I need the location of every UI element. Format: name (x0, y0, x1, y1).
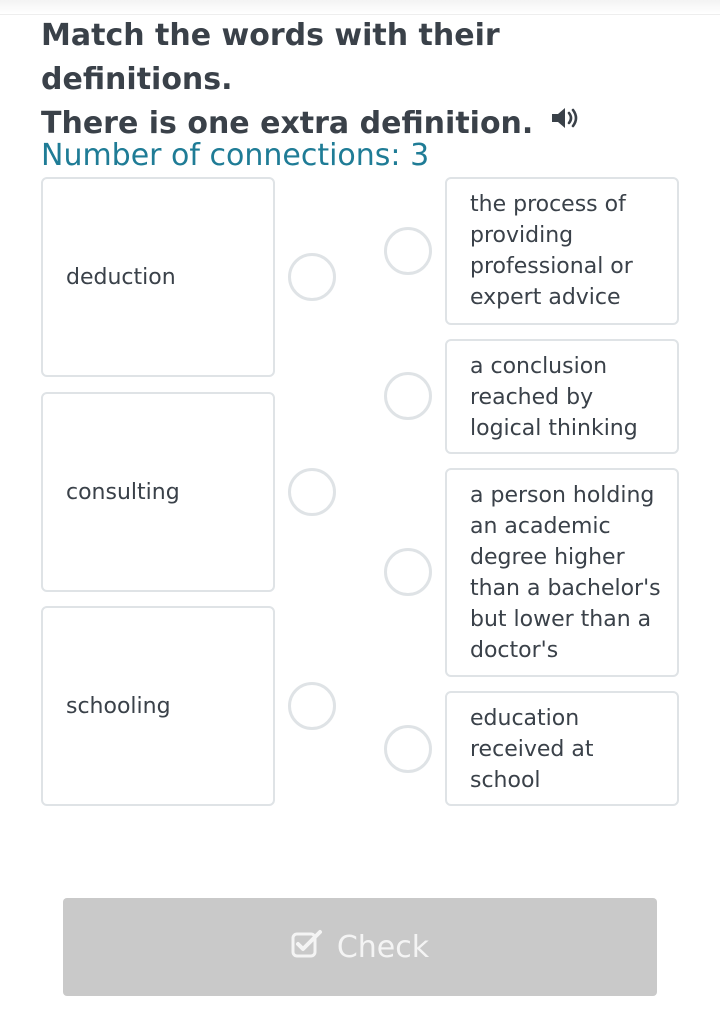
checkbox-icon (291, 929, 323, 967)
word-connector-circle[interactable] (288, 253, 336, 301)
word-label: schooling (66, 694, 171, 719)
word-card-deduction[interactable] (41, 177, 275, 377)
word-connector-circle[interactable] (288, 682, 336, 730)
definition-card[interactable] (445, 691, 679, 806)
definition-text: education received at school (470, 706, 594, 793)
definition-card[interactable] (445, 468, 679, 677)
definition-connector-circle[interactable] (384, 372, 432, 420)
check-button-label: Check (336, 929, 430, 965)
definition-text: a conclusion reached by logical thinking (470, 354, 638, 441)
definition-card[interactable] (445, 339, 679, 454)
word-card-schooling[interactable] (41, 606, 275, 806)
definition-text: a person holding an academic degree higher than a bachelor's but lower than a doctor's (470, 483, 661, 663)
word-label: consulting (66, 480, 180, 505)
check-button[interactable] (63, 898, 657, 996)
speaker-icon[interactable] (550, 100, 582, 144)
instruction-title (41, 14, 691, 146)
instruction-line-1: Match the words with their definitions. (41, 18, 500, 97)
connections-count: Number of connections: 3 (41, 138, 430, 173)
word-card-consulting[interactable] (41, 392, 275, 592)
definition-card[interactable] (445, 177, 679, 325)
instruction-line-2: There is one extra definition. (41, 106, 534, 141)
word-connector-circle[interactable] (288, 468, 336, 516)
definition-connector-circle[interactable] (384, 548, 432, 596)
top-bar-shadow (0, 0, 720, 15)
definition-connector-circle[interactable] (384, 227, 432, 275)
definition-connector-circle[interactable] (384, 725, 432, 773)
definition-text: the process of providing professional or expert advice (470, 192, 633, 310)
word-label: deduction (66, 265, 176, 290)
